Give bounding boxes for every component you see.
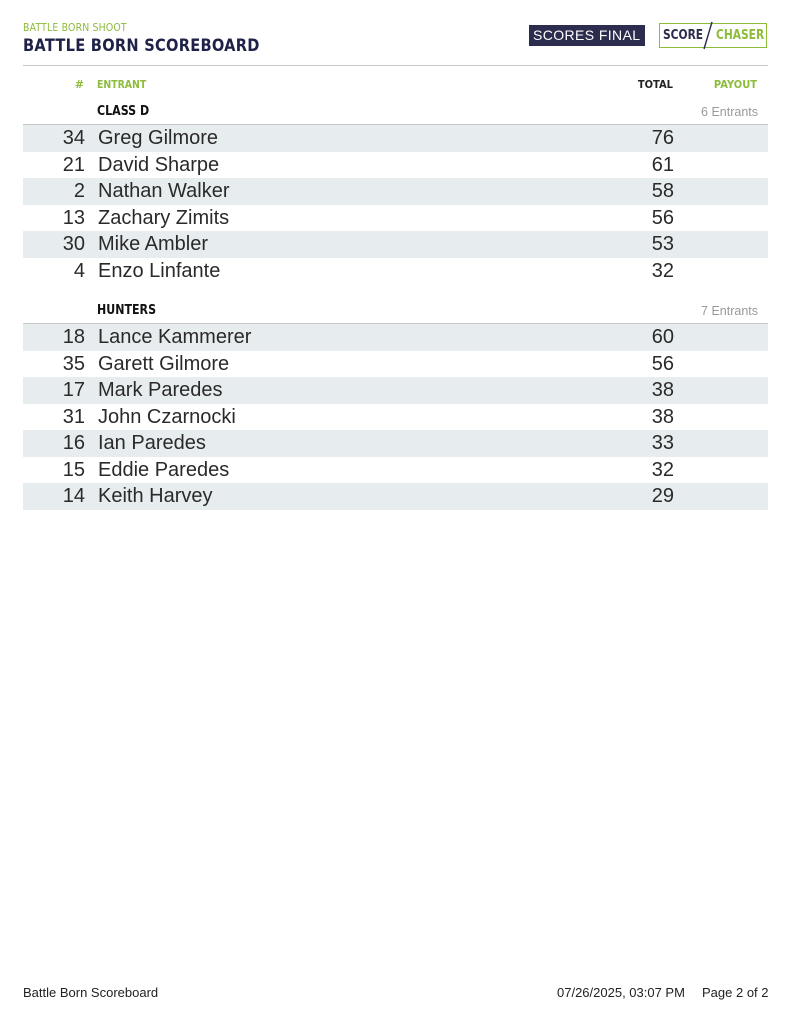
table-row [23,178,768,205]
entrant-total: 29 [651,485,674,507]
logo-slash-icon [702,21,714,50]
entrant-number: 2 [73,180,85,202]
table-row [23,231,768,258]
scorechaser-logo [659,23,767,48]
column-header-entrant: ENTRANT [97,78,147,91]
entrant-name: David Sharpe [98,153,220,176]
entrant-name: John Czarnocki [98,405,236,428]
entrant-name: Enzo Linfante [98,259,221,282]
entrant-number: 34 [62,127,85,149]
entrant-number: 35 [62,352,85,375]
entrant-total: 56 [651,352,674,375]
column-header-number: # [74,78,84,91]
group-name: HUNTERS [97,303,157,318]
entrant-number: 14 [62,485,85,507]
entrant-total: 38 [651,379,674,401]
entrant-name: Greg Gilmore [98,127,219,149]
entrant-name: Garett Gilmore [98,352,230,375]
logo-score-text: SCORE [663,28,704,43]
entrant-number: 21 [62,153,85,176]
entrant-name: Mark Paredes [98,379,223,401]
entrant-name: Mike Ambler [98,233,209,255]
entrant-number: 17 [62,379,85,401]
entrant-total: 61 [651,153,674,176]
column-header-payout: PAYOUT [713,78,757,91]
entrant-total: 32 [651,458,674,481]
table-row [23,404,768,431]
footer-page-number: Page 2 of 2 [702,985,769,1000]
entrant-total: 33 [651,432,674,454]
entrant-total: 32 [651,259,674,282]
table-row [23,205,768,232]
page-header [23,20,768,66]
entrant-total: 56 [651,206,674,229]
entrant-total: 76 [651,127,674,149]
group-name: CLASS D [97,104,150,119]
footer-title: Battle Born Scoreboard [23,985,159,1000]
entrant-number: 31 [62,405,85,428]
entrant-total: 60 [651,326,674,348]
entrant-number: 18 [62,326,85,348]
table-row [23,324,768,351]
entrant-number: 16 [62,432,85,454]
entrant-total: 38 [651,405,674,428]
logo-chaser-text: CHASER [716,28,765,43]
group-header [23,102,768,125]
table-row [23,483,768,510]
table-row [23,457,768,484]
entrant-name: Keith Harvey [98,485,213,507]
table-row [23,351,768,378]
group-entrant-count: 7 Entrants [701,304,758,318]
event-label: BATTLE BORN SHOOT [23,21,127,34]
table-row [23,377,768,404]
group-header [23,301,768,324]
entrant-number: 4 [73,259,85,282]
entrant-total: 53 [651,233,674,255]
table-row [23,125,768,152]
footer-datetime: 07/26/2025, 03:07 PM [557,985,685,1000]
entrant-name: Zachary Zimits [98,206,230,229]
status-badge: SCORES FINAL [529,25,645,46]
entrant-number: 30 [62,233,85,255]
entrant-name: Eddie Paredes [98,458,230,481]
group-hunters [23,301,768,510]
table-row [23,258,768,285]
entrant-total: 58 [651,180,674,202]
group-class-d [23,102,768,284]
entrant-name: Ian Paredes [98,432,206,454]
page-title: BATTLE BORN SCOREBOARD [23,36,260,56]
group-entrant-count: 6 Entrants [701,105,758,119]
entrant-name: Nathan Walker [98,180,230,202]
entrant-number: 15 [62,458,85,481]
entrant-number: 13 [62,206,85,229]
table-row [23,430,768,457]
entrant-name: Lance Kammerer [98,326,252,348]
column-header-total: TOTAL [637,78,673,91]
table-row [23,152,768,179]
